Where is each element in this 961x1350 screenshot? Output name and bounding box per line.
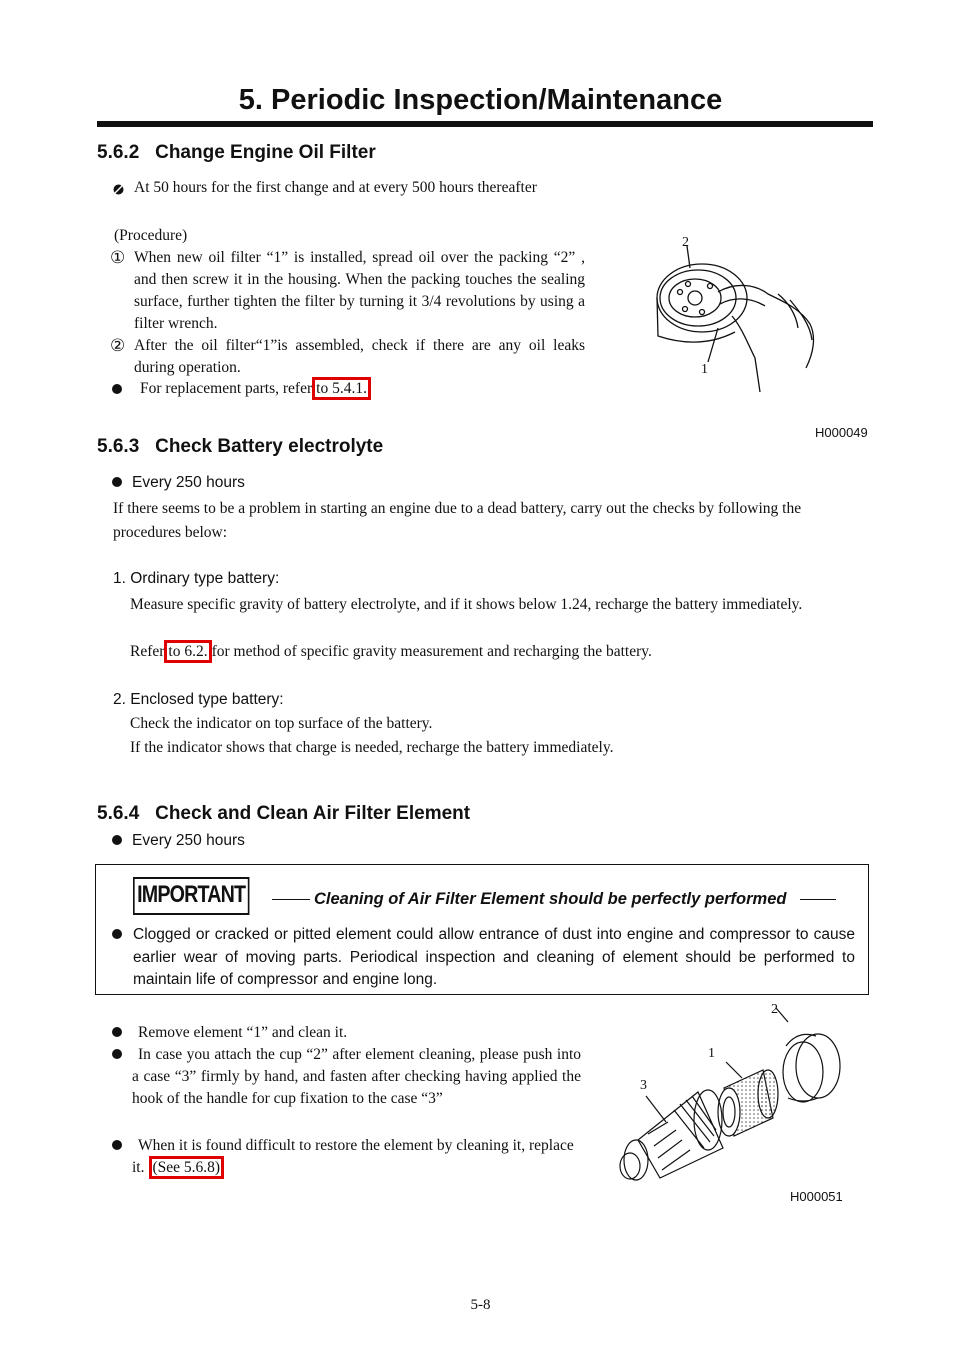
air-filter-illustration [608, 1000, 858, 1190]
bullet-icon [112, 384, 122, 394]
air-filter-label-1: 1 [708, 1046, 715, 1061]
bullet-icon [112, 1140, 122, 1150]
air-filter-bullet-3-text: When it is found difficult to restore the element by cleaning it, replace it. [132, 1137, 574, 1176]
section-heading-5-6-3: 5.6.3 Check Battery electrolyte [97, 436, 384, 457]
air-filter-label-3: 3 [640, 1078, 647, 1093]
oil-filter-figure [640, 232, 840, 402]
caution-title-dash-right [800, 899, 836, 900]
chapter-title: 5. Periodic Inspection/Maintenance [238, 84, 723, 116]
link-see-5-6-8[interactable]: (See 5.6.8) [149, 1156, 225, 1179]
parts-reference [140, 378, 371, 400]
oil-filter-illustration [640, 232, 840, 397]
bullet-icon [112, 835, 122, 845]
oil-filter-label-1: 1 [701, 362, 708, 377]
step-1-number: ① [110, 248, 126, 267]
air-filter-schedule-text: Every 250 hours [132, 832, 245, 849]
air-filter-bullet-3 [132, 1135, 584, 1179]
schedule-text: At 50 hours for the first change and at every 500 hours thereafter [134, 179, 537, 196]
bullet-icon [112, 1027, 122, 1037]
caution-text: Clogged or cracked or pitted element could allow entrance of dust into engine and compressor to cause earlier wear of moving parts. Periodical inspection and cleaning of element should be performed to maintain life of compressor and engine long. [133, 926, 855, 988]
figure-code-h000051: H000051 [790, 1189, 843, 1204]
air-filter-figure [608, 1000, 858, 1195]
procedure-label: (Procedure) [114, 227, 188, 244]
refer-text: Refer [130, 643, 165, 660]
caution-title-dash-left [272, 899, 310, 900]
bullet-icon [112, 1049, 122, 1059]
schedule-bullet-icon [113, 182, 124, 200]
bullet-icon [112, 477, 122, 487]
enclosed-battery-line-2: If the indicator shows that charge is needed, recharge the battery immediately. [130, 739, 614, 756]
ordinary-battery-title: 1. Ordinary type battery: [113, 570, 280, 587]
air-filter-label-2: 2 [771, 1002, 778, 1017]
ordinary-battery-text: Measure specific gravity of battery electrolyte, and if it shows below 1.24, recharge the battery immediately. [130, 596, 803, 613]
bullet-icon [112, 929, 122, 939]
enclosed-battery-title: 2. Enclosed type battery: [113, 691, 284, 708]
link-to-6-2[interactable]: to 6.2. [164, 640, 211, 663]
page-number: 5-8 [470, 1297, 491, 1313]
link-to-5-4-1[interactable]: to 5.4.1. [312, 377, 371, 400]
oil-filter-label-2: 2 [682, 235, 689, 250]
section-heading-5-6-4: 5.6.4 Check and Clean Air Filter Element [97, 803, 471, 824]
air-filter-bullet-1: Remove element “1” and clean it. [138, 1024, 348, 1041]
refer-suffix-text: for method of specific gravity measurement and recharging the battery. [211, 643, 652, 660]
important-badge: IMPORTANT [133, 877, 249, 915]
ordinary-battery-reference [130, 641, 652, 663]
caution-title [272, 890, 864, 909]
step-1-text: When new oil filter “1” is installed, spread oil over the packing “2” , and then screw it in the housing. When the packing touches the sealing surface, further tighten the filter by turning it 3/4 revolutions by using a filter wrench. [134, 249, 585, 332]
section-heading-5-6-2: 5.6.2 Change Engine Oil Filter [97, 142, 376, 163]
parts-reference-text: For replacement parts, refer [140, 380, 313, 397]
battery-intro: If there seems to be a problem in starting an engine due to a dead battery, carry out the checks by following the procedures below: [113, 500, 802, 541]
battery-schedule-text: Every 250 hours [132, 474, 245, 491]
title-rule [97, 121, 873, 127]
figure-code-h000049: H000049 [815, 425, 868, 440]
enclosed-battery-line-1: Check the indicator on top surface of the battery. [130, 715, 433, 732]
air-filter-bullet-2: In case you attach the cup “2” after element cleaning, please push into a case “3” firmly by hand, and fasten after checking having applied the hook of the handle for cup fixation to the case “3” [132, 1046, 581, 1107]
step-2-text: After the oil filter“1”is assembled, check if there are any oil leaks during operation. [134, 337, 585, 376]
step-2-number: ② [110, 336, 126, 355]
caution-title-text: Cleaning of Air Filter Element should be perfectly performed [314, 890, 787, 908]
